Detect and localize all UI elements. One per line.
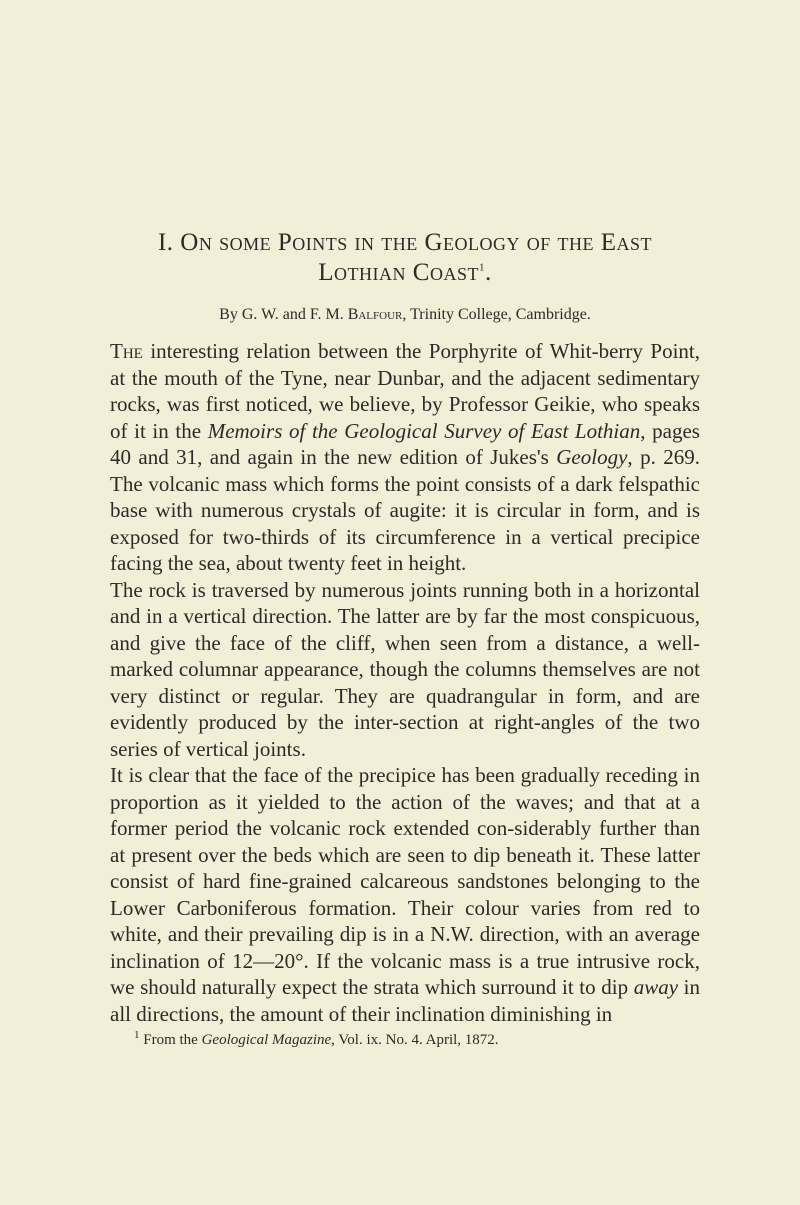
page: [110, 228, 700, 1049]
footnote-prefix: From the: [139, 1032, 202, 1048]
byline-suffix: , Trinity College, Cambridge.: [402, 306, 591, 323]
paragraph-1-lead: The: [110, 339, 143, 363]
paragraph-3-text-b: in all directions, the amount of their inclination diminishing in: [110, 975, 700, 1026]
paragraph-3-text-a: It is clear that the face of the precipice has been gradually receding in proportion as it yielded to the action of the waves; and that at a former period the volcanic rock extended con-siderably further than at present over the beds which are seen to dip beneath it. These latter consist of hard fine-grained calcareous sandstones belonging to the Lower Carboniferous formation. Their colour varies from red to white, and their prevailing dip is in a N.W. direction, with an average inclination of 12—20°. If the volcanic mass is a true intrusive rock, we should naturally expect the strata which surround it to dip: [110, 763, 700, 999]
paragraph-1-text-b: , pages 40 and 31, and again in the new edition of Jukes's: [110, 418, 700, 469]
paragraph-2-text: The rock is traversed by numerous joints running both in a horizontal and in a vertical direction. The latter are by far the most conspicuous, and give the face of the cliff, when seen from a distance, a well-marked columnar appearance, though the columns themselves are not very distinct or regular. They are quadrangular in form, and are evidently produced by the inter-section at right-angles of the two series of vertical joints.: [110, 577, 700, 761]
article-title: I. On some Points in the Geology of the East Lothian Coast$^1$.: [157, 229, 653, 286]
paragraph-1-text-a: interesting relation between the Porphyrite of Whit-berry Point, at the mouth of the Tyne, near Dunbar, and the adjacent sedimentary rocks, was first noticed, we believe, by Professor Geikie, who speaks of it in the: [110, 339, 700, 443]
geology-title: Geology: [556, 445, 628, 469]
byline-name: Balfour: [347, 306, 403, 323]
footnote-mark: 1: [134, 1029, 140, 1041]
footnote-suffix: , Vol. ix. No. 4. April, 1872.: [331, 1032, 499, 1048]
emphasis-away: away: [633, 975, 679, 999]
title-line-2: Lothian Coast: [318, 259, 479, 286]
paragraph-2: [110, 577, 700, 763]
article-body: [110, 338, 700, 1027]
footnote-journal: Geological Magazine: [201, 1032, 332, 1048]
paragraph-3: [110, 762, 700, 1027]
byline: [110, 306, 700, 324]
paragraph-1: [110, 338, 700, 577]
byline-prefix: By G. W. and F. M.: [219, 306, 344, 323]
paragraph-1-text-c: , p. 269. The volcanic mass which forms the point consists of a dark felspathic base with numerous crystals of augite: it is circular in form, and is exposed for two-thirds of its circumference in a vertical precipice facing the sea, about twenty feet in height.: [110, 445, 700, 575]
title-footnote-mark: 1: [478, 261, 485, 274]
title-line-1: I. On some Points in the Geology of the East: [157, 229, 653, 256]
memoirs-title: Memoirs of the Geological Survey of East Lothian: [207, 418, 641, 443]
footnote: [110, 1031, 700, 1049]
